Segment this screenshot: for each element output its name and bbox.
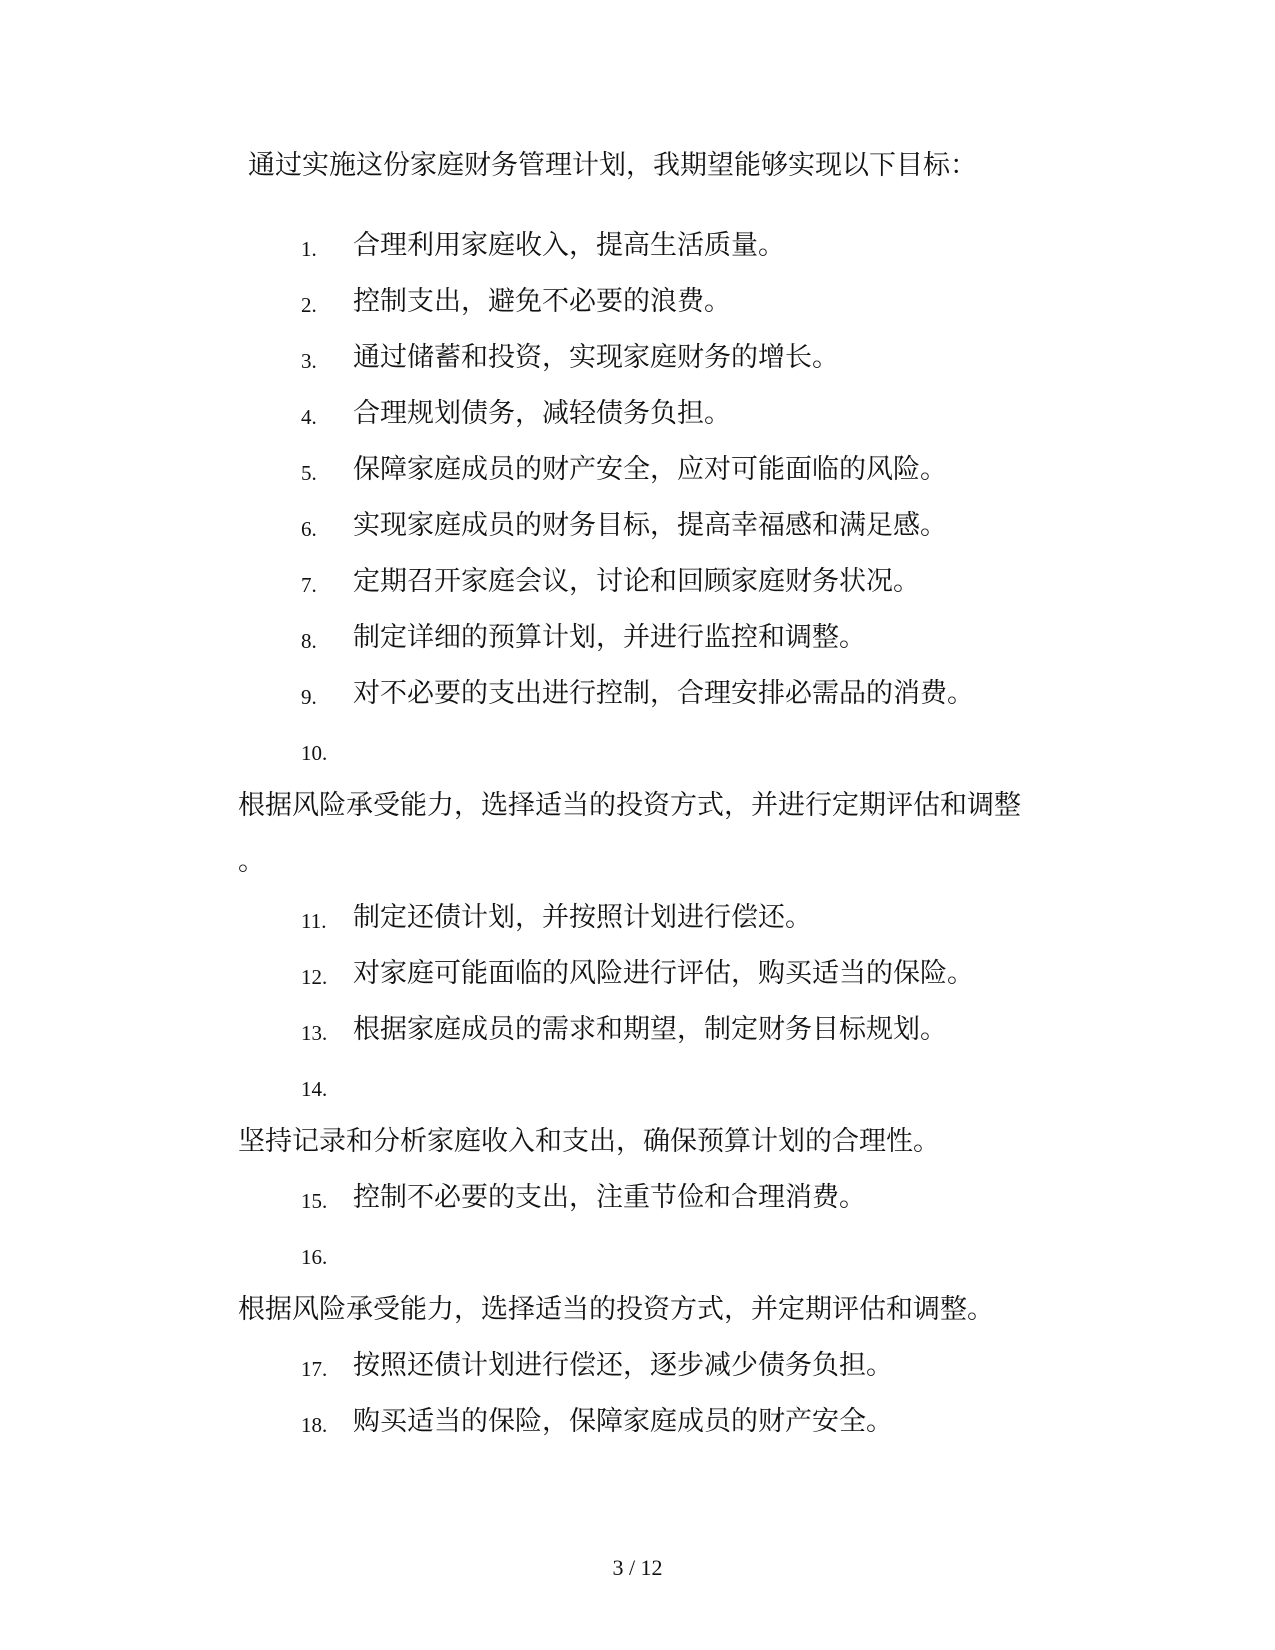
list-item-number: 15. xyxy=(301,1189,328,1213)
list-item-text: 定期召开家庭会议，讨论和回顾家庭财务状况。 xyxy=(353,566,920,597)
list-item-text: 根据风险承受能力，选择适当的投资方式，并进行定期评估和调整 xyxy=(238,790,1021,821)
list-item-number: 6. xyxy=(301,517,317,541)
list-item-text: 制定还债计划，并按照计划进行偿还。 xyxy=(353,902,812,933)
list-item-text: 实现家庭成员的财务目标，提高幸福感和满足感。 xyxy=(353,510,947,541)
list-item-text: 控制支出，避免不必要的浪费。 xyxy=(353,286,731,317)
list-item-text-continuation: 。 xyxy=(238,846,265,877)
list-item-text: 坚持记录和分析家庭收入和支出，确保预算计划的合理性。 xyxy=(238,1126,940,1157)
list-item-number: 17. xyxy=(301,1357,328,1381)
list-item-text: 根据家庭成员的需求和期望，制定财务目标规划。 xyxy=(353,1014,947,1045)
list-item-number: 3. xyxy=(301,349,317,373)
list-item-text: 合理利用家庭收入，提高生活质量。 xyxy=(353,230,785,261)
list-item-number: 18. xyxy=(301,1413,328,1437)
list-item-text: 购买适当的保险，保障家庭成员的财产安全。 xyxy=(353,1406,893,1437)
list-item-text: 保障家庭成员的财产安全，应对可能面临的风险。 xyxy=(353,454,947,485)
list-item-number: 7. xyxy=(301,573,317,597)
list-item-text: 对不必要的支出进行控制，合理安排必需品的消费。 xyxy=(353,678,974,709)
list-item-text: 按照还债计划进行偿还，逐步减少债务负担。 xyxy=(353,1350,893,1381)
list-item-number: 14. xyxy=(301,1077,328,1101)
list-item-text: 根据风险承受能力，选择适当的投资方式，并定期评估和调整。 xyxy=(238,1294,994,1325)
list-item-number: 9. xyxy=(301,685,317,709)
list-item-text: 通过储蓄和投资，实现家庭财务的增长。 xyxy=(353,342,839,373)
list-item-text: 合理规划债务，减轻债务负担。 xyxy=(353,398,731,429)
list-item-number: 1. xyxy=(301,237,317,261)
list-item-number: 4. xyxy=(301,405,317,429)
list-item-number: 11. xyxy=(301,909,327,933)
list-item-number: 13. xyxy=(301,1021,328,1045)
list-item-number: 12. xyxy=(301,965,328,989)
list-item-number: 10. xyxy=(301,741,328,765)
list-item-number: 2. xyxy=(301,293,317,317)
list-item-number: 5. xyxy=(301,461,317,485)
intro-paragraph: 通过实施这份家庭财务管理计划，我期望能够实现以下目标： xyxy=(248,150,977,181)
list-item-text: 对家庭可能面临的风险进行评估，购买适当的保险。 xyxy=(353,958,974,989)
list-item-text: 控制不必要的支出，注重节俭和合理消费。 xyxy=(353,1182,866,1213)
list-item-text: 制定详细的预算计划，并进行监控和调整。 xyxy=(353,622,866,653)
list-item-number: 8. xyxy=(301,629,317,653)
page-number: 3 / 12 xyxy=(612,1555,663,1580)
list-item-number: 16. xyxy=(301,1245,328,1269)
